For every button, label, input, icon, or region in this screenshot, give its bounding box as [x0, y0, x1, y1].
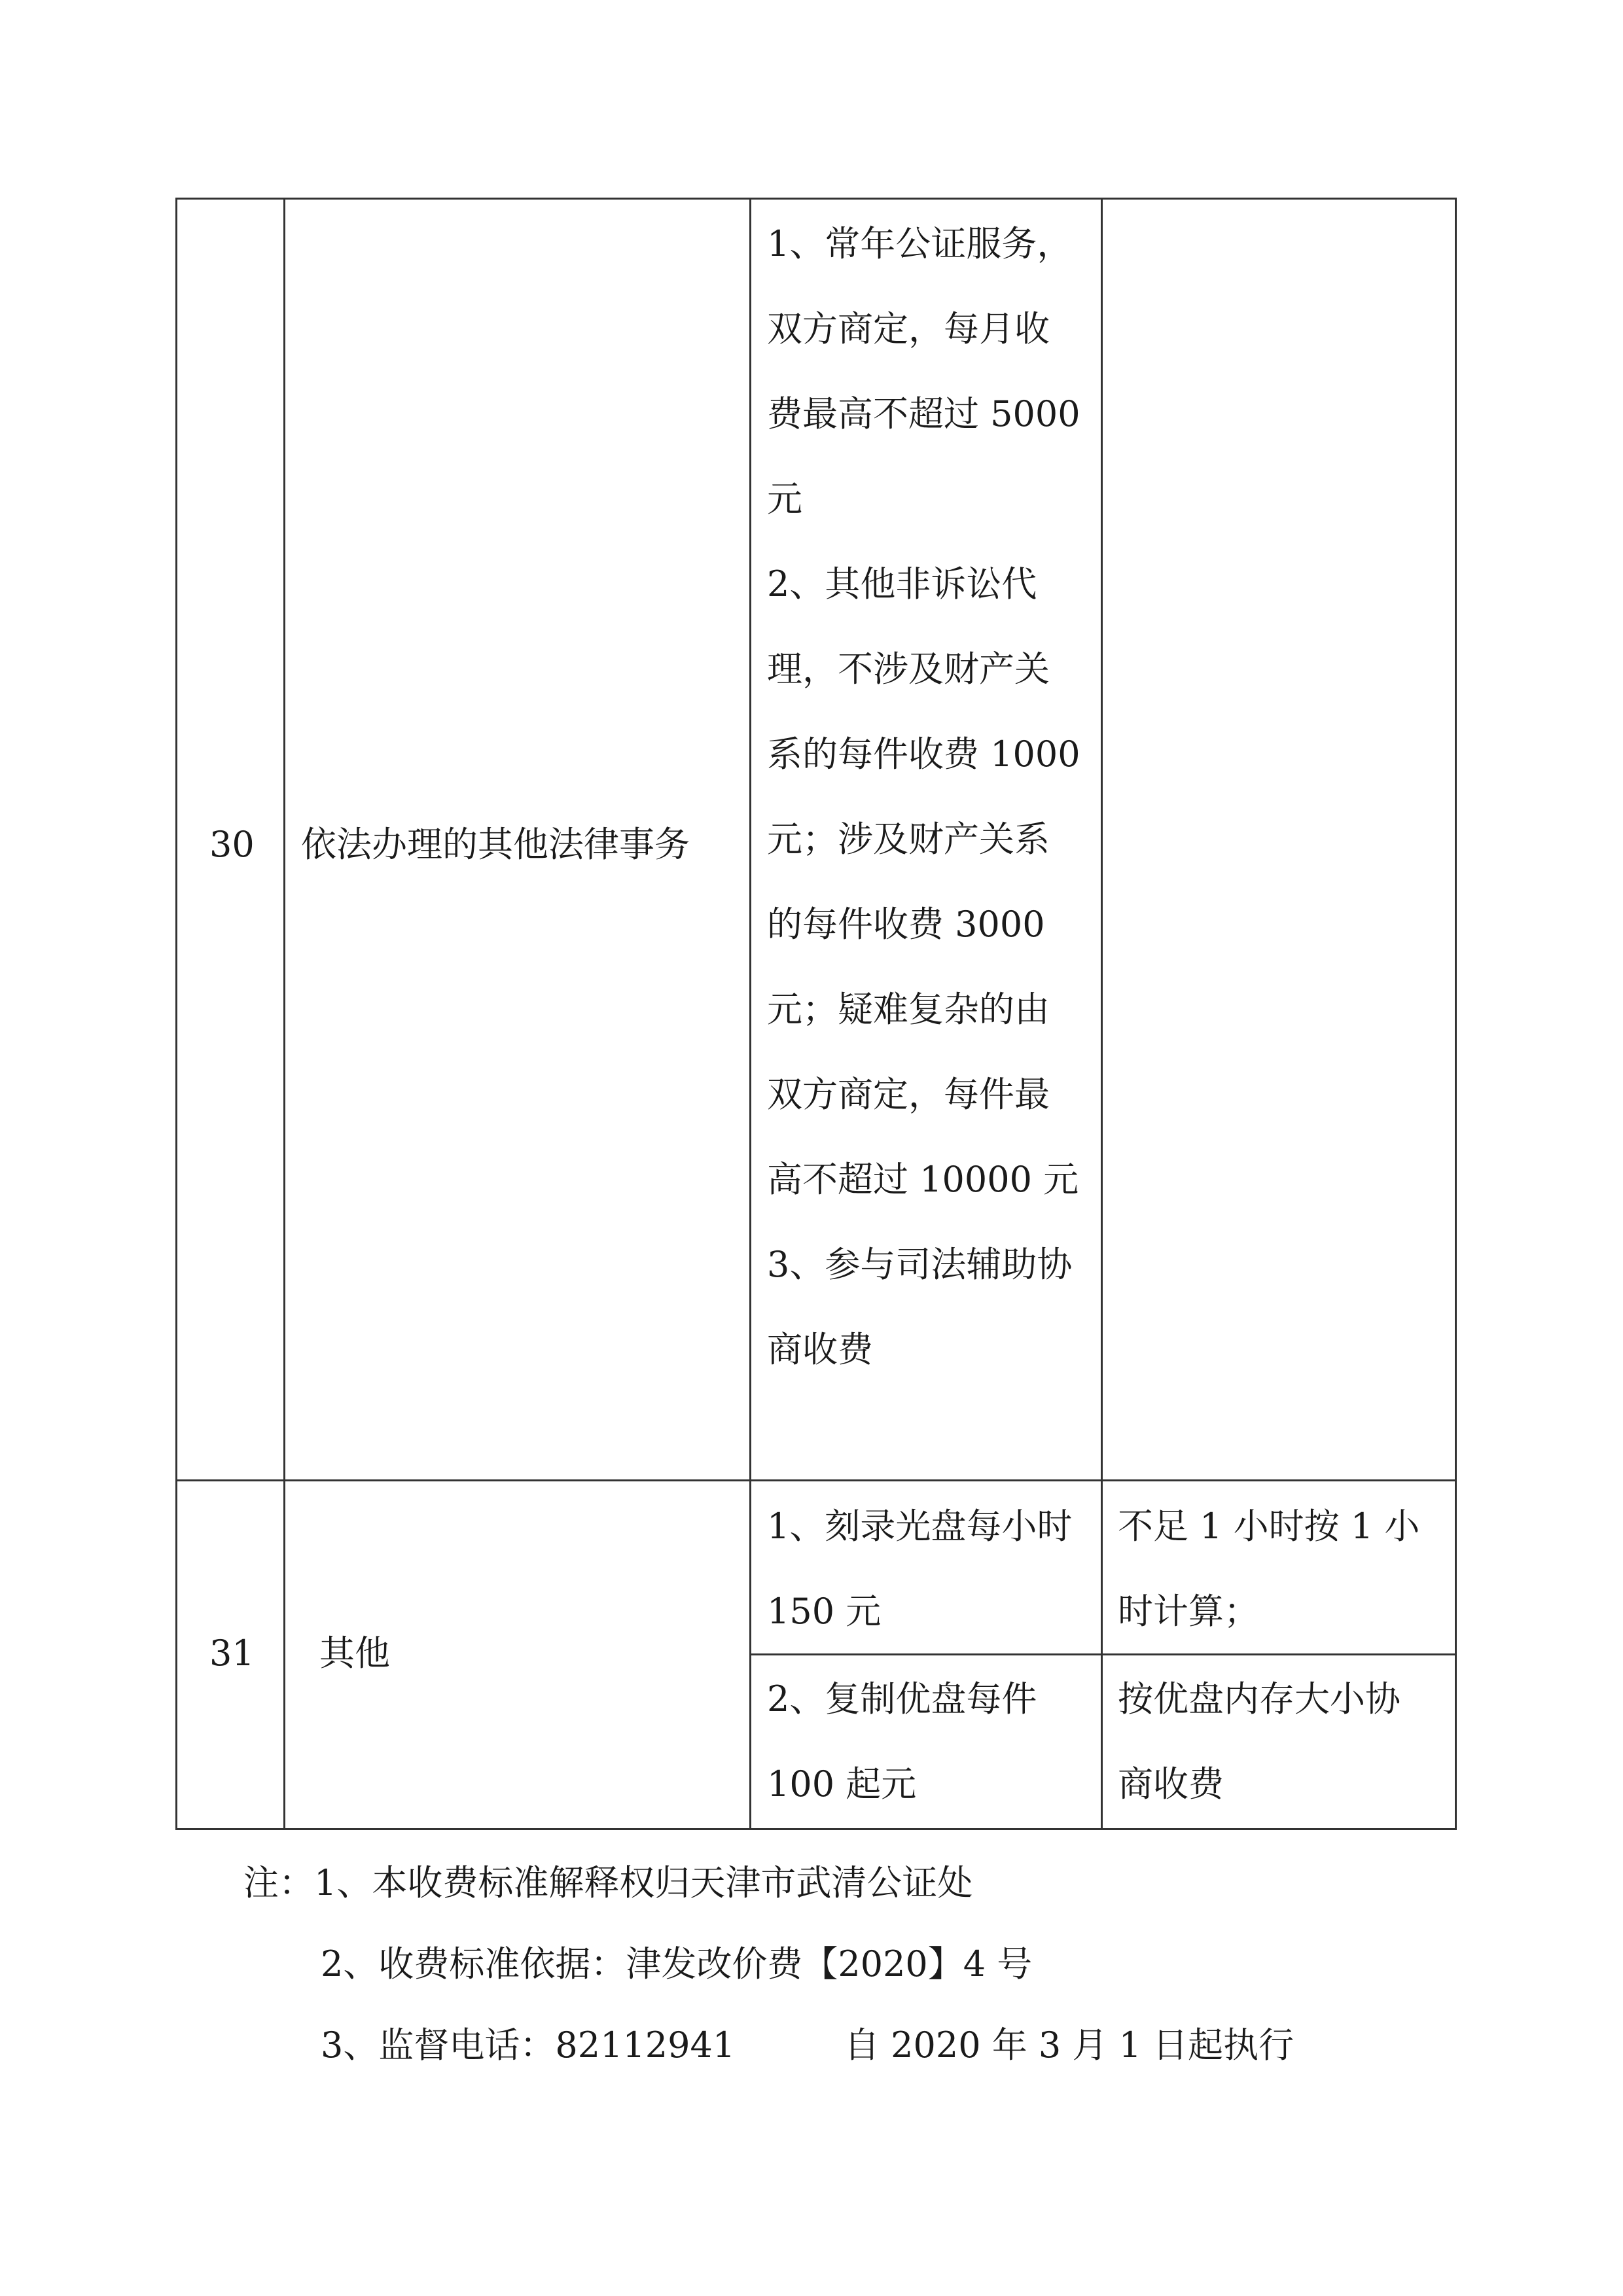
fee-line: 元；涉及财产关系: [767, 819, 1050, 860]
fee-line: 商收费: [767, 1329, 873, 1370]
row-31-sub2-fee-line: 100 起元: [767, 1763, 917, 1805]
row-31-number: 31: [209, 1633, 255, 1674]
row-31-sub1-fee-line: 1、刻录光盘每小时: [767, 1506, 1073, 1547]
note-2: 2、收费标准依据：津发改价费【2020】4 号: [321, 1943, 1033, 1985]
fee-line: 系的每件收费 1000: [767, 733, 1080, 775]
fee-line: 元: [767, 478, 802, 520]
row-31-sub2-fee-line: 2、复制优盘每件: [767, 1678, 1037, 1720]
fee-line: 高不超过 10000 元: [767, 1159, 1079, 1200]
fee-line: 理，不涉及财产关: [767, 648, 1050, 690]
row-30-number: 30: [209, 824, 255, 865]
row-divider: [175, 1479, 1457, 1481]
row-31-sub2-remark-line: 按优盘内存大小协: [1118, 1678, 1400, 1720]
fee-line: 双方商定，每月收: [767, 308, 1050, 349]
fee-line: 费最高不超过 5000: [767, 393, 1080, 434]
fee-line: 1、常年公证服务，: [767, 223, 1073, 264]
note-3-effective-date: 自 2020 年 3 月 1 日起执行: [844, 2024, 1294, 2066]
column-divider: [283, 198, 285, 1830]
fee-line: 元；疑难复杂的由: [767, 989, 1050, 1030]
row-31-sub2-remark-line: 商收费: [1118, 1763, 1224, 1805]
column-divider: [1101, 198, 1103, 1830]
fee-line: 2、其他非诉讼代: [767, 563, 1037, 605]
row-31-sub1-remark-line: 时计算；: [1118, 1591, 1259, 1632]
note-1: 注：1、本收费标准解释权归天津市武清公证处: [243, 1862, 973, 1903]
fee-line: 双方商定，每件最: [767, 1074, 1050, 1115]
row-30-item: 依法办理的其他法律事务: [301, 824, 690, 865]
column-divider: [749, 198, 751, 1830]
row-31-sub1-fee-line: 150 元: [767, 1591, 882, 1632]
row-31-item: 其他: [319, 1633, 390, 1674]
fee-line: 3、参与司法辅助协: [767, 1244, 1073, 1285]
row-31-sub1-remark-line: 不足 1 小时按 1 小: [1118, 1506, 1420, 1547]
note-3-phone: 3、监督电话：82112941: [321, 2024, 736, 2066]
fee-line: 的每件收费 3000: [767, 904, 1045, 945]
